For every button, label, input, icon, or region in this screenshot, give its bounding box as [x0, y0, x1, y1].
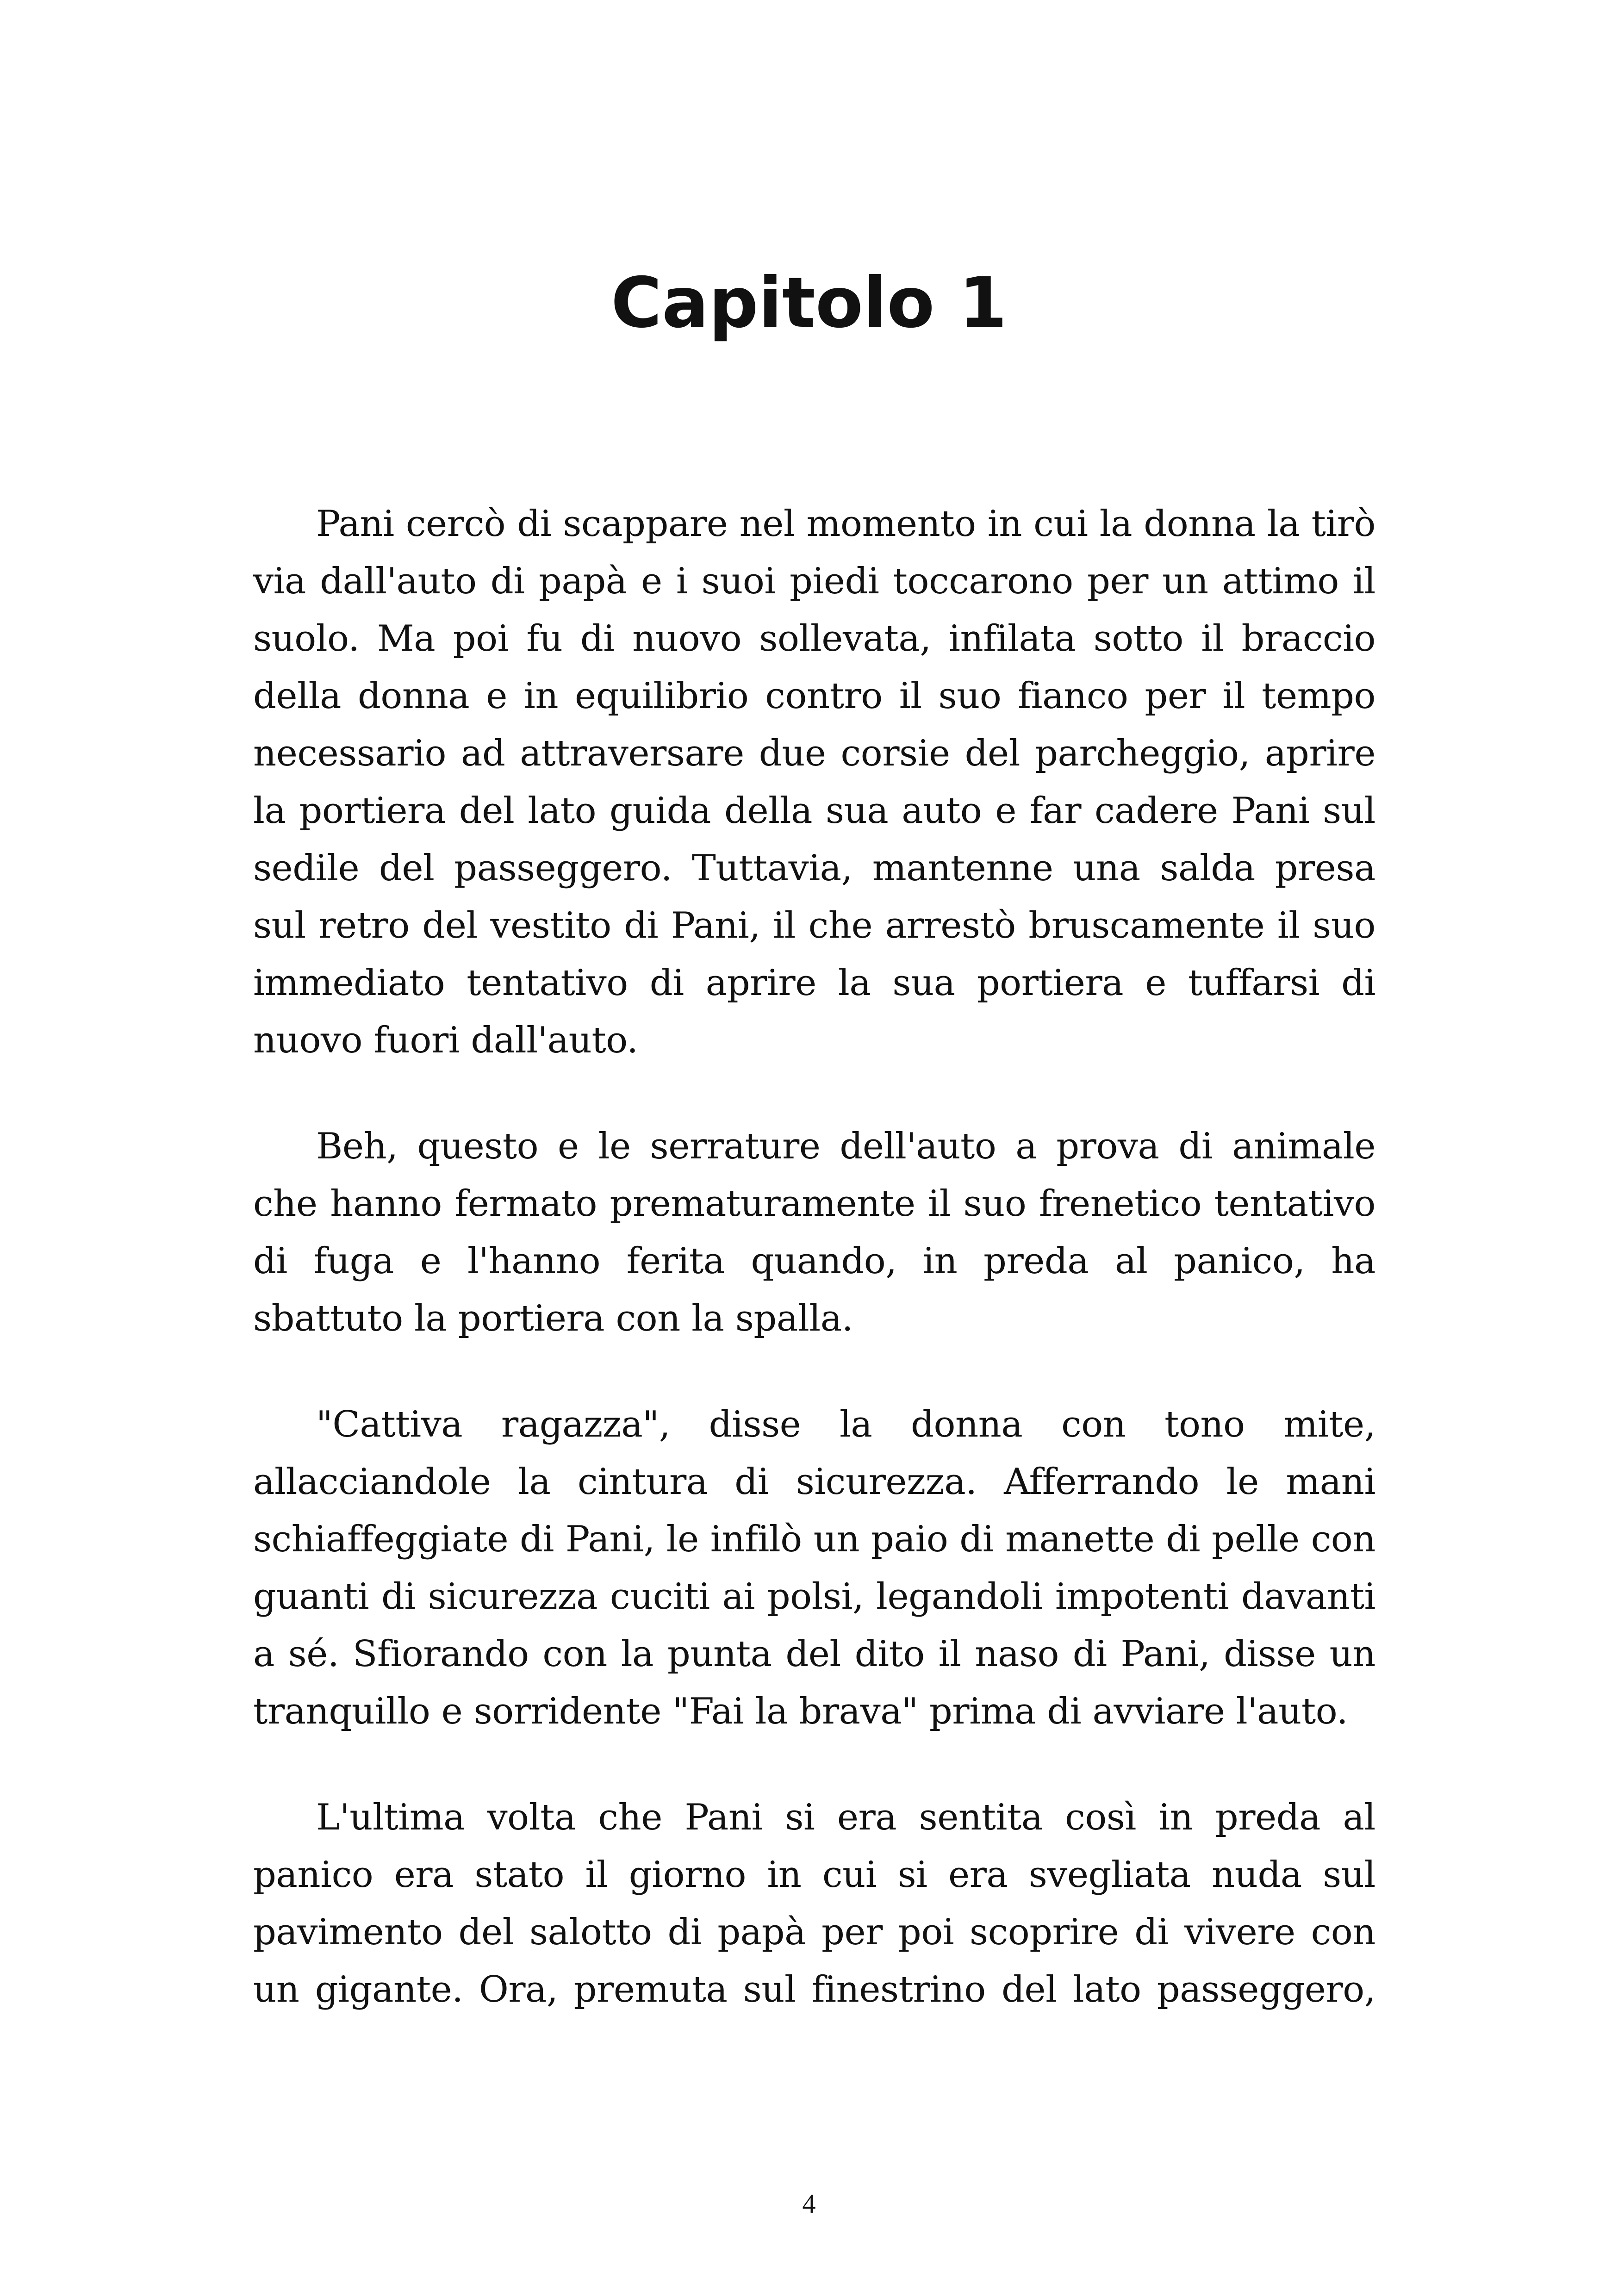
paragraph-4: L'ultima volta che Pani si era sentita così in preda al panico era stato il giorno in cui si era svegliata nuda sul pavimento del salotto di papà per poi scoprire di vivere con un gigante. Ora, premuta sul finestrino del lato passeggero, [253, 1797, 1375, 2010]
chapter-title: Capitolo 1 [611, 263, 1007, 343]
paragraph-3: "Cattiva ragazza", disse la donna con tono mite, allacciandole la cintura di sicurezza. Afferrando le mani schiaffeggiate di Pani, le infilò un paio di manette di pelle con guanti di sicurezza cuciti ai polsi, legandoli impotenti davanti a sé. Sfiorando con la punta del dito il naso di Pani, disse un tranquillo e sorridente "Fai la brava" prima di avviare l'auto. [253, 1404, 1375, 1732]
paragraph-1: Pani cercò di scappare nel momento in cui la donna la tirò via dall'auto di papà e i suoi piedi toccarono per un attimo il suolo. Ma poi fu di nuovo sollevata, infilata sotto il braccio della donna e in equilibrio contro il suo fianco per il tempo necessario ad attraversare due corsie del parcheggio, aprire la portiera del lato guida della sua auto e far cadere Pani sul sedile del passeggero. Tuttavia, mantenne una salda presa sul retro del vestito di Pani, il che arrestò bruscamente il suo immediato tentativo di aprire la sua portiera e tuffarsi di nuovo fuori dall'auto. [253, 503, 1375, 1061]
paragraph-2: Beh, questo e le serrature dell'auto a prova di animale che hanno fermato prematuramente il suo frenetico tentativo di fuga e l'hanno ferita quando, in preda al panico, ha sbattuto la portiera con la spalla. [253, 1126, 1375, 1339]
chapter-body [253, 495, 1375, 2018]
page-number: 4 [802, 2189, 816, 2219]
